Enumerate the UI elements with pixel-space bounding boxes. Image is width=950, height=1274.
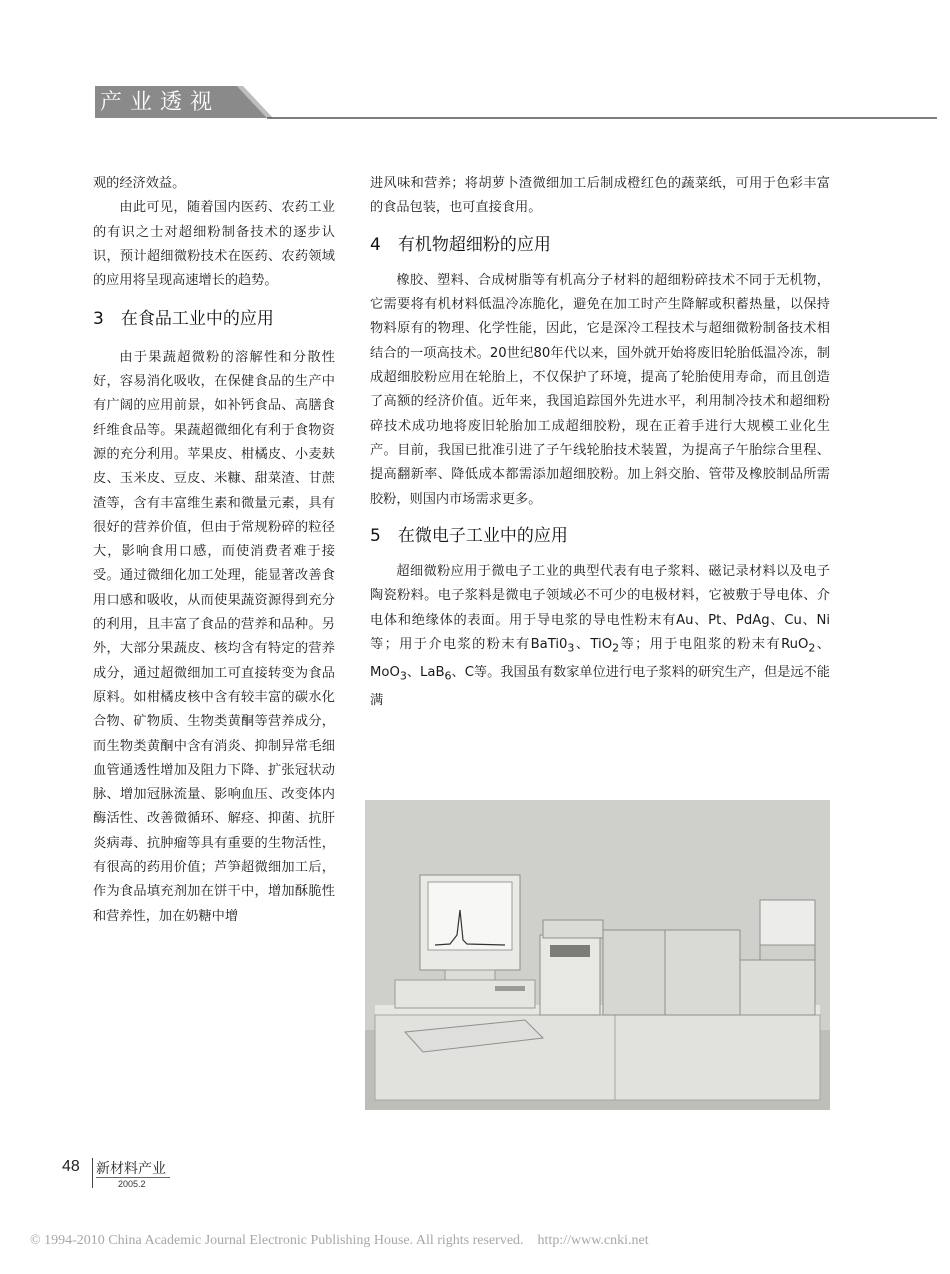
left-column [93,172,335,929]
magazine-name: 新材料产业 [96,1161,166,1177]
instrument-photo-graphic [365,800,830,1110]
subscript: 2 [612,641,620,655]
subscript: 6 [444,669,452,683]
header-band-graphic [95,84,937,120]
text-span: 、C等。我国虽有数家单位进行电子浆料的研究生产，但是远不能满 [370,664,830,708]
section-header-band [95,84,937,120]
section-5-heading: 5 在微电子工业中的应用 [370,525,568,546]
section-title: 产业透视 [100,90,221,115]
section-3-heading: 3 在食品工业中的应用 [93,309,274,330]
right-column [370,172,830,713]
page-number: 48 [62,1158,80,1175]
text-span: 超细微粉应用于微电子工业的典型代表有电子浆料、磁记录材料以及电子陶瓷粉料。电子浆料是微电子领域必不可少的电极材料，它被敷于导电体、介电体和绝缘体的表面。用于导电浆的导电性粉末有Au、Pt、PdAg、Cu、Ni等；用于介电浆的粉末有BaTi0 [370,564,830,653]
text-span: 等；用于电阻浆的粉末有RuO [619,637,809,653]
left-paragraph-1: 观的经济效益。 [93,176,186,191]
text-span: 、MoO [370,637,830,680]
subscript: 2 [808,641,816,655]
left-paragraph-2: 由此可见，随着国内医药、农药工业的有识之士对超细粉制备技术的逐步认识，预计超细微粉技术在医药、农药领域的应用将呈现高速增长的趋势。 [93,200,335,289]
right-paragraph-5 [370,560,830,713]
copyright-notice: © 1994-2010 China Academic Journal Electronic Publishing House. All rights reserved. http://www.cnki.net [30,1233,649,1248]
instrument-photo [365,800,830,1110]
right-paragraph-1: 进风味和营养；将胡萝卜渣微细加工后制成橙红色的蔬菜纸，可用于色彩丰富的食品包装，也可直接食用。 [370,176,830,216]
subscript: 3 [399,669,407,683]
footer-rule [96,1177,170,1178]
section-4-heading: 4 有机物超细粉的应用 [370,234,551,255]
left-paragraph-3: 由于果蔬超微粉的溶解性和分散性好，容易消化吸收，在保健食品的生产中有广阔的应用前景，如补钙食品、高膳食纤维食品等。果蔬超微细化有利于食物资源的充分利用。苹果皮、柑橘皮、小麦麸皮、玉米皮、豆皮、米糠、甜菜渣、甘蔗渣等，含有丰富维生素和微量元素，具有很好的营养价值，但由于常规粉碎的粒径大，影响食用口感，而使消费者难于接受。通过微细化加工处理，能显著改善食用口感和吸收，从而使果蔬资源得到充分的利用，且丰富了食品的营养和品种。另外，大部分果蔬皮、核均含有特定的营养成分，通过超微细加工可直接转变为食品原料。如柑橘皮核中含有较丰富的碳水化合物、矿物质、生物类黄酮等营养成分，而生物类黄酮中含有消炎、抑制异常毛细血管通透性增加及阻力下降、扩张冠状动脉、增加冠脉流量、影响血压、改变体内酶活性、改善微循环、解痉、抑菌、抗肝炎病毒、抗肿瘤等具有重要的生物活性，有很高的药用价值；芦笋超微细加工后，作为食品填充剂加在饼干中，增加酥脆性和营养性，加在奶糖中增 [93,349,335,924]
issue-number: 2005.2 [118,1179,146,1189]
right-paragraph-4: 橡胶、塑料、合成树脂等有机高分子材料的超细粉碎技术不同于无机物，它需要将有机材料低温冷冻脆化，避免在加工时产生降解或积蓄热量，以保持物料原有的物理、化学性能，因此，它是深冷工程技术与超细微粉制备技术相结合的一项高技术。20世纪80年代以来，国外就开始将废旧轮胎低温冷冻，制成超细胶粉应用在轮胎上，不仅保护了环境，提高了轮胎使用寿命，而且创造了高额的经济价值。近年来，我国追踪国外先进水平，利用制冷技术和超细粉碎技术成功地将废旧轮胎加工成超细胶粉，现在正着手进行大规模工业化生产。目前，我国已批准引进了子午线轮胎技术装置，为提高子午胎综合里程、提高翻新率、降低成本都需添加超细胶粉。加上斜交胎、管带及橡胶制品所需胶粉，则国内市场需求更多。 [370,272,830,507]
footer-divider [92,1158,93,1188]
text-span: 、TiO [574,637,613,653]
subscript: 3 [567,641,575,655]
text-span: 、LaB [406,664,445,680]
